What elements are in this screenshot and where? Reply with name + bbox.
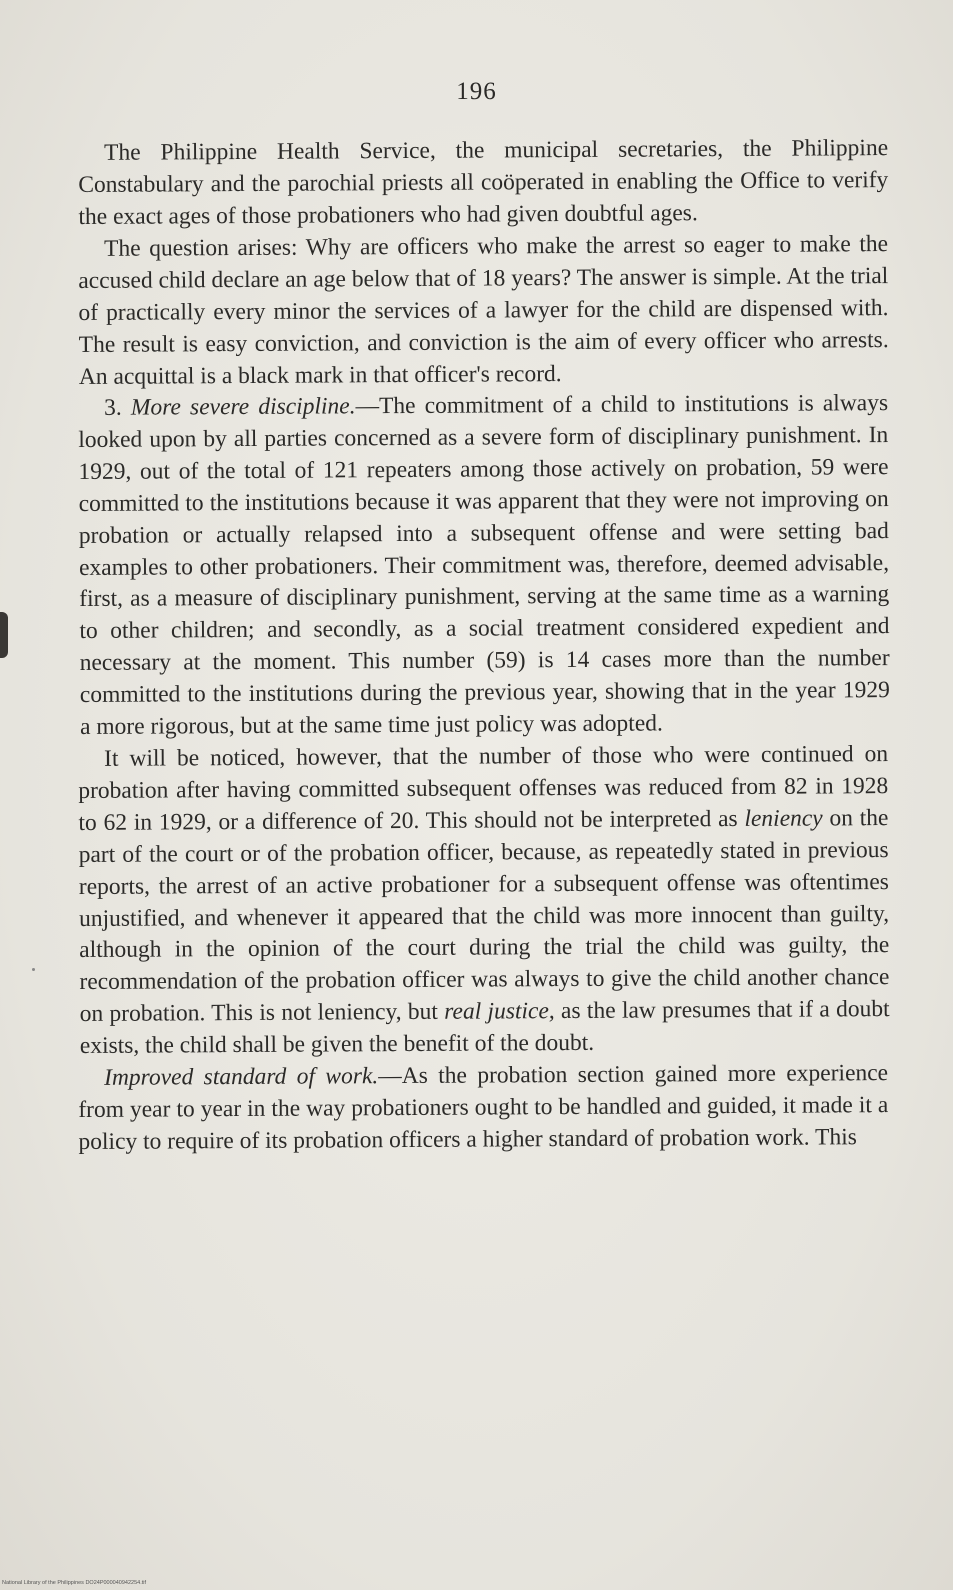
- text-segment: The question arises: Why are officers who make the arrest so eager to make the accused child declare an age below that of 18 years? The answer is simple. At the trial of practically every minor the services of a lawyer for the child are dispensed with. The result is easy conviction, and conviction is the aim of every officer who arrests. An acquittal is a black mark in that officer's record.: [78, 230, 889, 390]
- italic-phrase: real justice,: [444, 998, 555, 1026]
- italic-phrase: leniency: [744, 805, 823, 832]
- text-segment: as the law presumes that if a doubt exists, the child shall be given the benefit of the doubt.: [79, 996, 890, 1060]
- text-segment: It will be noticed, however, that the number of those who were continued on probation after having committed subsequent offenses was reduced from 82 in 1928 to 62 in 1929, or a difference of 20. This should not be interpreted as: [78, 741, 889, 837]
- paragraph-question-arises: [78, 229, 889, 393]
- text-segment: The Philippine Health Service, the municipal secretaries, the Philippine Constabulary and the parochial priests all coöperated in enabling the Office to verify the exact ages of those probationers who had given doubtful ages.: [78, 135, 889, 230]
- scan-speck: [32, 968, 35, 971]
- italic-phrase: Improved standard of work.: [104, 1063, 379, 1092]
- paragraph-severe-discipline: [78, 388, 890, 744]
- scan-credit: National Library of the Philippines DO24P000040942254.tif: [2, 1580, 147, 1586]
- text-segment: 3.: [104, 394, 131, 422]
- page-number: 196: [456, 78, 497, 105]
- italic-phrase: More severe discipline.: [130, 393, 356, 421]
- paragraph-leniency: [78, 739, 890, 1063]
- body-text: [78, 135, 890, 1159]
- paragraph-improved-standard: [78, 1058, 889, 1159]
- binding-shadow: [0, 612, 8, 658]
- text-segment: —The commitment of a child to institutions is always looked upon by all parties concerned as a severe form of disciplinary punishment. In 1929, out of the total of 121 repeaters among those actively on probation, 59 were committed to the institutions because it was apparent that they were not improving on probation or actually relapsed into a subsequent offense and were setting bad examples to other probationers. Their commitment was, therefore, deemed advisable, first, as a measure of disciplinary punishment, serving at the same time as a warning to other children; and secondly, as a social treatment considered expedient and necessary at the moment. This number (59) is 14 cases more than the number committed to the institutions during the previous year, showing that in the year 1929 a more rigorous, but at the same time just policy was adopted.: [78, 390, 890, 741]
- text-segment: —As the probation section gained more experience from year to year in the way probationers ought to be handled and guided, it made it a policy to require of its probation officers a higher standard of probation work. This: [78, 1060, 889, 1156]
- text-segment: on the part of the court or of the probation officer, because, as repeatedly stated in previous reports, the arrest of an active probationer for a subsequent offense was oftentimes unjustified, and whenever it appeared that the child was more innocent than guilty, although in the opinion of the court during the trial the child was guilty, the recommendation of the probation officer was always to give the child another chance on probation. This is not leniency, but: [78, 805, 890, 1028]
- paragraph-health-service: [78, 133, 889, 234]
